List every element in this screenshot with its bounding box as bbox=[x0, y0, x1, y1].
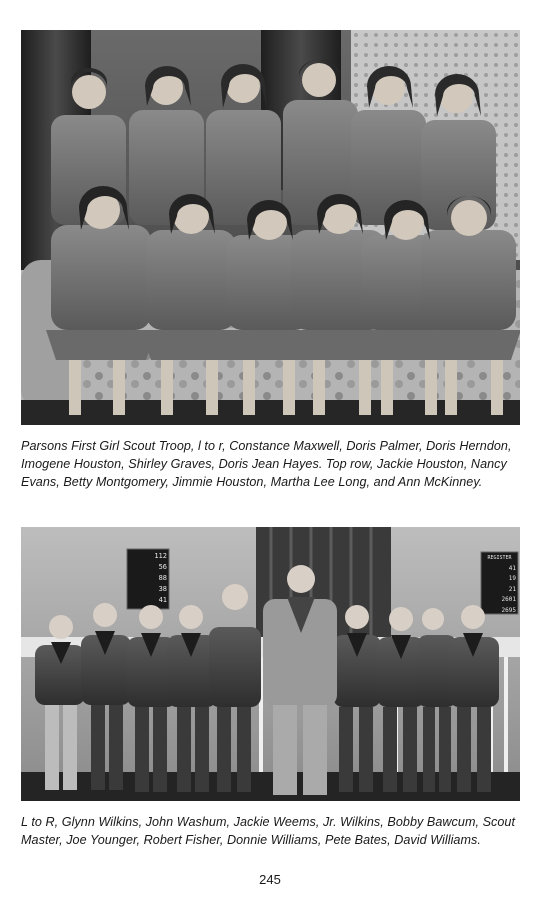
board-value: 2695 bbox=[501, 606, 516, 614]
boy-scout-photo-graphic bbox=[21, 527, 520, 801]
page-number: 245 bbox=[259, 872, 281, 887]
girl-scout-troop-photo bbox=[21, 30, 520, 425]
board-value: 56 bbox=[158, 563, 167, 571]
register-board-right bbox=[483, 553, 516, 616]
board-value: 21 bbox=[508, 585, 516, 593]
board-value: 19 bbox=[508, 575, 516, 582]
board-value: 2601 bbox=[501, 596, 516, 603]
boy-scout-caption: L to R, Glynn Wilkins, John Washum, Jackie Weems, Jr. Wilkins, Bobby Bawcum, Scout Master, Joe Younger, Robert Fisher, Donnie Williams, Pete Bates, David Williams. bbox=[21, 815, 516, 847]
board-value: 41 bbox=[158, 596, 167, 604]
board-value: 38 bbox=[158, 585, 167, 593]
board-value: 112 bbox=[154, 552, 167, 560]
girl-scout-photo-graphic bbox=[21, 30, 520, 425]
register-header: REGISTER bbox=[487, 555, 512, 561]
girl-scout-caption: Parsons First Girl Scout Troop, l to r, Constance Maxwell, Doris Palmer, Doris Herndon, Imogene Houston, Shirley Graves, Doris Jean Hayes. Top row, Jackie Houston, Nancy Evans, Betty Montgomery, Jimmie Houston, Martha Lee Long, and Ann McKinney. bbox=[21, 439, 512, 489]
boy-scout-troop-photo bbox=[21, 527, 520, 801]
board-value: 88 bbox=[158, 574, 167, 582]
board-value: 41 bbox=[508, 564, 516, 572]
attendance-board-left bbox=[131, 551, 167, 606]
